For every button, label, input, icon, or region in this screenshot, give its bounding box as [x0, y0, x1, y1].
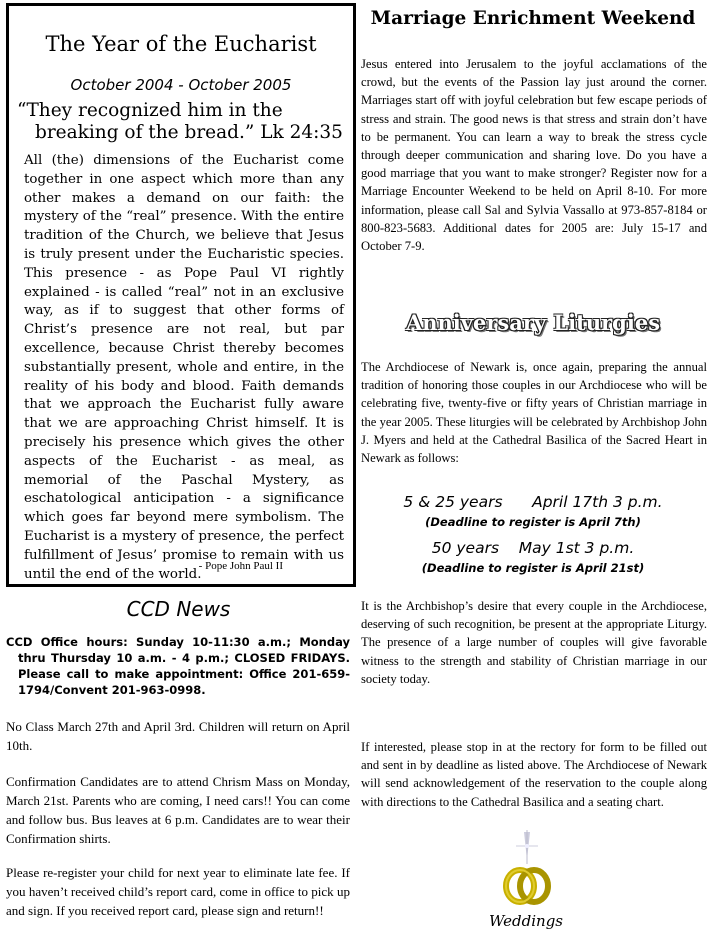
marriage-body: Jesus entered into Jerusalem to the joyful acclamations of the crowd, but the events of the Passion lay just around the corner. Marriages start off with joyful celebration but few escape periods of stress and strain. The good news is that stress and strain don’t have to be permanent. You can learn a way to break the stress cycle through deeper communication and sharing love. Do you have a good marriage that you want to make stronger? Register now for a Marriage Encounter Weekend to be held on April 8-10. For more information, please call Sal and Sylvia Vassallo at 973-857-8184 or 800-823-5683. Additional dates for 2005 are: July 15-17 and October 7-9. — [361, 57, 707, 254]
eucharist-quote: “They recognized him in the breaking of the bread.” Lk 24:35 — [17, 100, 343, 143]
ccd-confirmation: Confirmation Candidates are to attend Chrism Mass on Monday, March 21st. Parents who are coming, I need cars!! You can come and follow bus. Bus leaves at 6 p.m. Candidates are to wear their Confirmation shirts. — [6, 774, 350, 846]
weddings-logo-text: Weddings — [488, 912, 564, 930]
anniversary-body: The Archdiocese of Newark is, once again, preparing the annual tradition of honoring those couples in our Archdiocese who will be celebrating five, twenty-five or fifty years of Christian marriage in the year 2005. These liturgies will be celebrated by Archbishop John J. Myers and held at the Cathedral Basilica of the Sacred Heart in Newark as follows: — [361, 360, 707, 466]
interested-instructions: If interested, please stop in at the rectory for form to be filled out and sent in by deadline as listed above. The Archdiocese of Newark will send acknowledgement of the reservation to the couple along with directions to the Cathedral Basilica and a seating chart. — [361, 740, 707, 809]
schedule-50-years: 50 years May 1st 3 p.m. — [431, 539, 635, 557]
schedule-5-25-years: 5 & 25 years April 17th 3 p.m. — [403, 493, 663, 511]
eucharist-box — [6, 3, 356, 587]
deadline-april-21: (Deadline to register is April 21st) — [421, 561, 645, 575]
marriage-title: Marriage Enrichment Weekend — [370, 8, 696, 29]
ccd-title: CCD News — [126, 597, 231, 621]
anniversary-title: Anniversary Liturgies — [405, 310, 661, 335]
weddings-rings-logo — [486, 830, 566, 940]
deadline-april-7: (Deadline to register is April 7th) — [425, 515, 641, 529]
wedding-rings-icon — [486, 830, 566, 940]
ccd-no-class: No Class March 27th and April 3rd. Children will return on April 10th. — [6, 719, 350, 753]
ccd-reregister: Please re-register your child for next year to eliminate late fee. If you haven’t received child’s report card, come in office to pick up and sign. If you received report card, please sign and return!! — [6, 865, 350, 918]
ccd-hours-text: CCD Office hours: Sunday 10-11:30 a.m.; Monday thru Thursday 10 a.m. - 4 p.m.; CLOSED FRIDAYS. Please call to make appointment: Office 201-659-1794/Convent 201-963-0998. — [6, 635, 350, 697]
eucharist-title: The Year of the Eucharist — [45, 32, 317, 56]
eucharist-dates: October 2004 - October 2005 — [70, 76, 292, 94]
eucharist-attribution: - Pope John Paul II — [198, 560, 283, 572]
eucharist-body: All (the) dimensions of the Eucharist come together in one aspect which more than any other makes a demand on our faith: the mystery of the “real” presence. With the entire tradition of the Church, we believe that Jesus is truly present under the Eucharistic species. This presence - as Pope Paul VI rightly explained - is called “real” not in an exclusive way, as if to suggest that other forms of Christ’s presence are not real, but par excellence, because Christ thereby becomes substantially present, whole and entire, in the reality of his body and blood. Faith demands that we approach the Eucharist fully aware that we are approaching Christ himself. It is precisely his presence which gives the other aspects of the Eucharist - as meal, as memorial of the Paschal Mystery, as eschatological anticipation - a significance which goes far beyond mere symbolism. The Eucharist is a mystery of presence, the perfect fulfillment of Jesus’ promise to remain with us until the end of the world. — [24, 153, 344, 582]
archbishop-desire: It is the Archbishop’s desire that every couple in the Archdiocese, deserving of such recognition, be present at the appropriate Liturgy. The presence of a large number of couples will give favorable witness to the strength and stability of Christian marriage in our society today. — [361, 599, 707, 686]
ccd-office-hours — [6, 634, 350, 698]
